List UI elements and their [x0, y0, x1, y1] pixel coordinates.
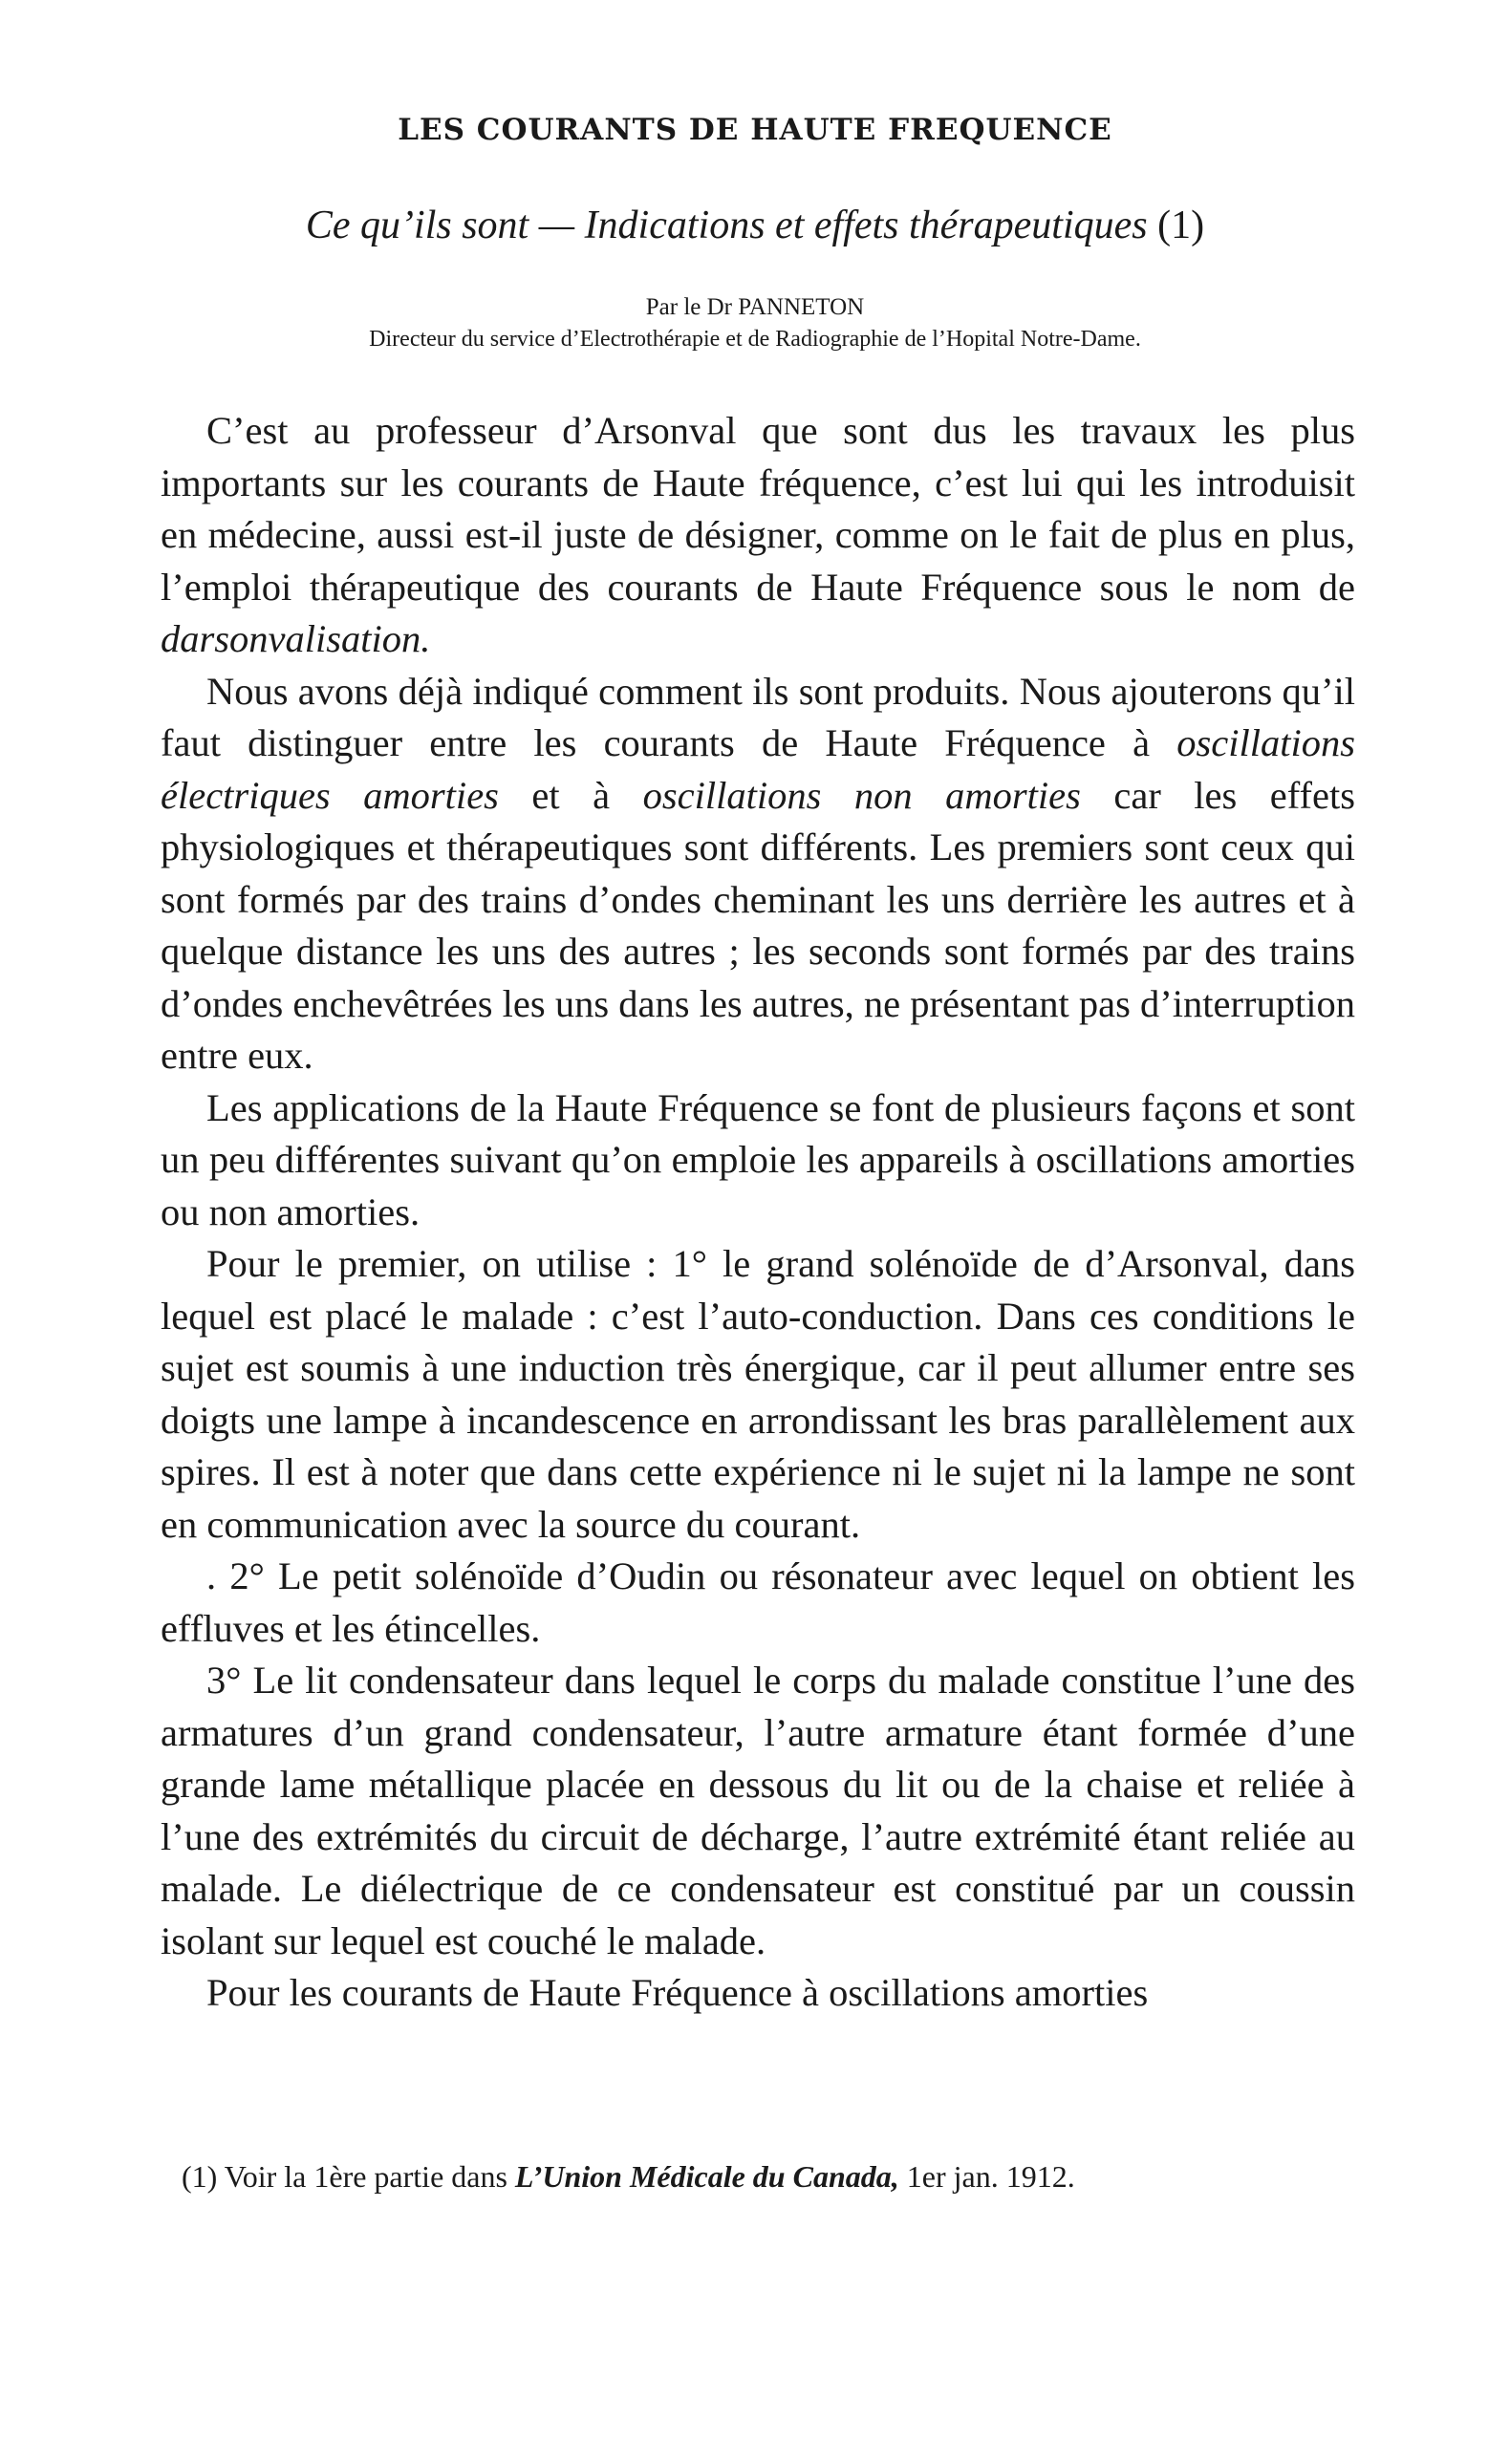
- subtitle-text: Ce qu’ils sont — Indications et effets thérapeutiques: [305, 204, 1148, 247]
- footnote-prefix: (1) Voir la 1ère partie dans: [182, 2159, 515, 2194]
- footnote: [182, 2159, 1357, 2195]
- author-affiliation: Directeur du service d’Electrothérapie et de Radiographie de l’Hopital Notre-Dame.: [369, 327, 1141, 352]
- paragraph-5: . 2° Le petit solénoïde d’Oudin ou résonateur avec lequel on obtient les effluves et les étincelles.: [161, 1554, 1355, 1650]
- term-darsonvalisation: darsonvalisation.: [161, 617, 431, 660]
- term-oscillations-non-amorties: oscillations non amorties: [642, 773, 1081, 817]
- footnote-journal: L’Union Médicale du Canada,: [514, 2159, 899, 2194]
- footnote-reference: (1): [1147, 204, 1205, 247]
- paragraph-6: 3° Le lit condensateur dans lequel le corps du malade constitue l’une des armatures d’un grand condensateur, l’autre armature étant formée d’une grande lame métallique placée en dessous du lit ou de la chaise et reliée à l’une des extrémités du circuit de décharge, l’autre extrémité étant reliée au malade. Le diélectrique de ce condensateur est constitué par un coussin isolant sur lequel est couché le malade.: [161, 1659, 1355, 1962]
- paragraph-2-text-c: car les effets physiologiques et thérapeutiques sont différents. Les premiers sont ceux qui sont formés par des trains d’ondes cheminant les uns derrière les autres et à quelque distance les uns des autres ; les seconds sont formés par des trains d’ondes enchevêtrées les uns dans les autres, ne présentant pas d’interruption entre eux.: [161, 773, 1355, 1077]
- paragraph-1: [161, 405, 1355, 666]
- paragraph-7: Pour les courants de Haute Fréquence à oscillations amorties: [206, 1971, 1149, 2014]
- paragraph-2-text-a: Nous avons déjà indiqué comment ils sont produits. Nous ajouterons qu’il faut distinguer entre les courants de Haute Fréquence à: [161, 669, 1355, 764]
- article-subtitle: [0, 203, 1510, 248]
- author-line: Par le Dr PANNETON: [645, 294, 865, 320]
- article-body: [161, 405, 1355, 2020]
- paragraph-2-text-b: et à: [498, 773, 643, 817]
- footnote-suffix: 1er jan. 1912.: [898, 2159, 1075, 2194]
- paragraph-3: Les applications de la Haute Fréquence se font de plusieurs façons et sont un peu différentes suivant qu’on emploie les appareils à oscillations amorties ou non amorties.: [161, 1085, 1355, 1233]
- paragraph-4: Pour le premier, on utilise : 1° le grand solénoïde de d’Arsonval, dans lequel est placé le malade : c’est l’auto-conduction. Dans ces conditions le sujet est soumis à une induction très énergique, car il peut allumer entre ses doigts une lampe à incandescence en arrondissant les bras parallèlement aux spires. Il est à noter que dans cette expérience ni le sujet ni la lampe ne sont en communication avec la source du courant.: [161, 1242, 1355, 1546]
- article-title: LES COURANTS DE HAUTE FREQUENCE: [398, 113, 1112, 147]
- paragraph-1-text: C’est au professeur d’Arsonval que sont dus les travaux les plus importants sur les courants de Haute fréquence, c’est lui qui les introduisit en médecine, aussi est-il juste de désigner, comme on le fait de plus en plus, l’emploi thérapeutique des courants de Haute Fréquence sous le nom de: [161, 409, 1355, 609]
- paragraph-2: [161, 666, 1355, 1082]
- term-oscillations-amorties: oscillations électriques amorties: [161, 721, 1355, 817]
